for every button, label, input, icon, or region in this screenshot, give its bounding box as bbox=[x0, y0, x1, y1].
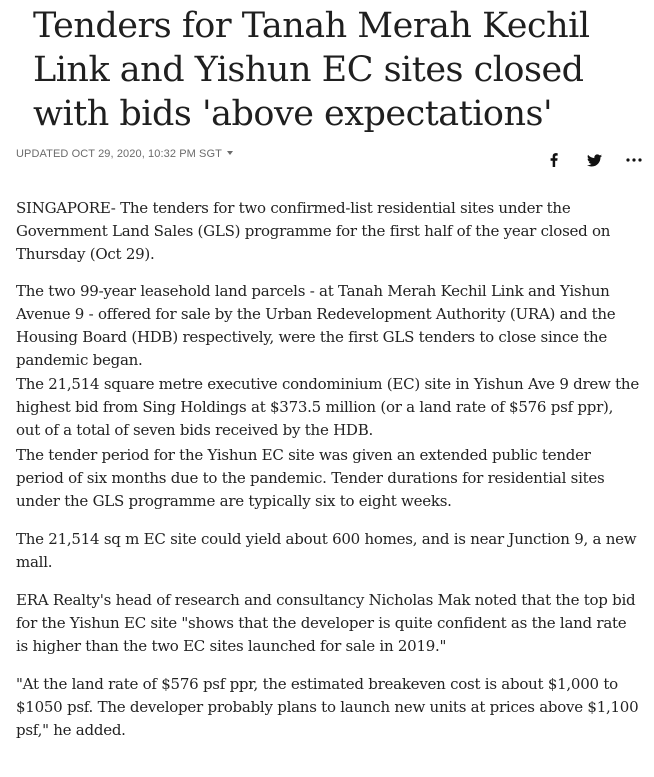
article-paragraph: ERA Realty's head of research and consultancy Nicholas Mak noted that the top bid for the Yishun EC site "shows that the developer is quite confident as the land rate is higher than the two EC sites launched for sale in 2019." bbox=[16, 591, 636, 655]
article-paragraph: The tender period for the Yishun EC site was given an extended public tender period of six months due to the pandemic. Tender durations for residential sites under the GLS programme are typically six to eight weeks. bbox=[16, 446, 605, 510]
article-headline: Tenders for Tanah Merah Kechil Link and Yishun EC sites closed with bids 'above expectations' bbox=[33, 6, 590, 134]
article-paragraph: SINGAPORE- The tenders for two confirmed-list residential sites under the Government Land Sales (GLS) programme for the first half of the year closed on Thursday (Oct 29). bbox=[16, 199, 611, 263]
article-paragraph: "At the land rate of $576 psf ppr, the estimated breakeven cost is about $1,000 to $1050 psf. The developer probably plans to launch new units at prices above $1,100 psf," he added. bbox=[16, 675, 639, 739]
article-paragraph: The 21,514 sq m EC site could yield about 600 homes, and is near Junction 9, a new mall. bbox=[16, 530, 637, 571]
caret-down-icon bbox=[227, 151, 233, 155]
twitter-share-button[interactable] bbox=[582, 148, 606, 172]
article-meta bbox=[16, 146, 646, 170]
article-paragraph: The two 99-year leasehold land parcels - at Tanah Merah Kechil Link and Yishun Avenue 9 - offered for sale by the Urban Redevelopment Authority (URA) and the Housing Board (HDB) respectively, were the first GLS tenders to close since the pandemic began. bbox=[16, 282, 616, 369]
more-share-button[interactable] bbox=[622, 148, 646, 172]
article-body bbox=[16, 197, 641, 742]
updated-timestamp: UPDATED OCT 29, 2020, 10:32 PM SGT bbox=[16, 148, 222, 160]
article-paragraph: The 21,514 square metre executive condominium (EC) site in Yishun Ave 9 drew the highest bid from Sing Holdings at $373.5 million (or a land rate of $576 psf ppr), out of a total of seven bids received by the HDB. bbox=[16, 375, 639, 439]
updated-timestamp-toggle[interactable] bbox=[16, 148, 233, 160]
twitter-icon bbox=[587, 154, 602, 167]
share-bar bbox=[526, 148, 646, 172]
more-icon bbox=[626, 158, 642, 162]
facebook-share-button[interactable] bbox=[542, 148, 566, 172]
facebook-icon bbox=[549, 153, 559, 167]
